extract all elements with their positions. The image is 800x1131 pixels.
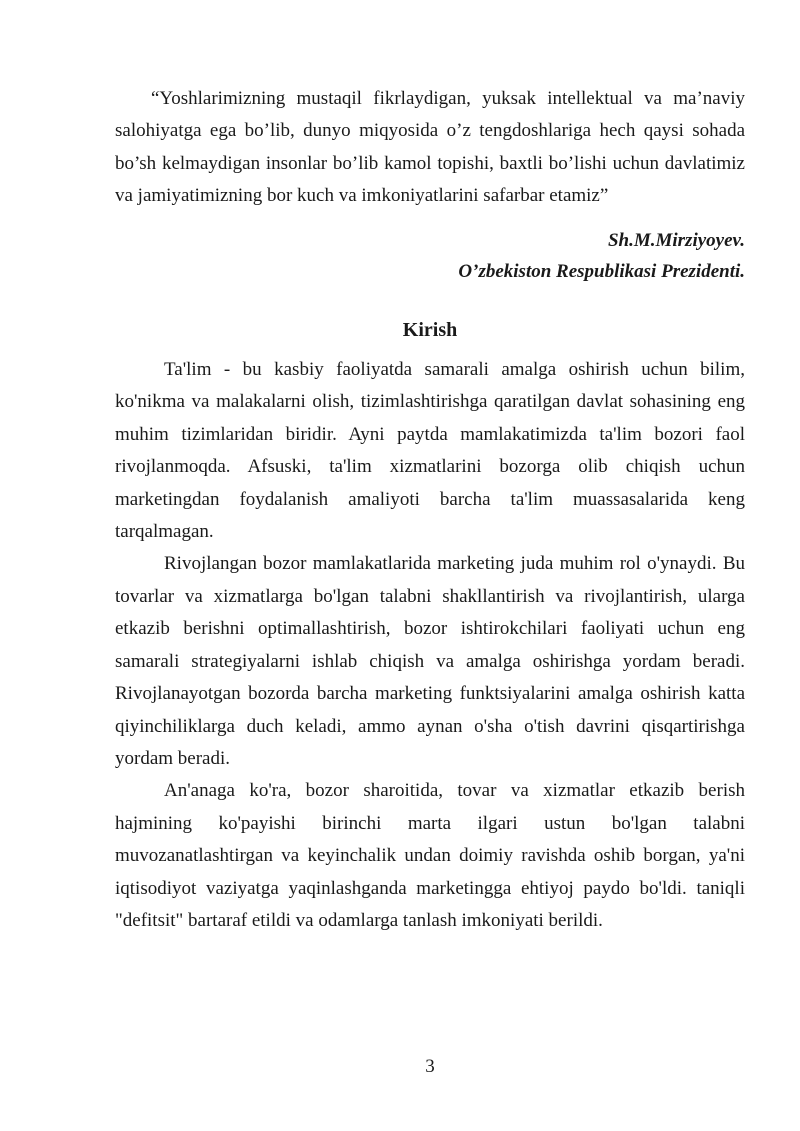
- quote-author: Sh.M.Mirziyoyev.: [607, 229, 745, 251]
- body-paragraph-1: Ta'lim - bu kasbiy faoliyatda samarali amalga oshirish uchun bilim, ko'nikma va malakalarni olish, tizimlashtirishga qaratilgan davlat sohasining eng muhim tizimlaridan biridir. Ayni paytda mamlakatimizda ta'lim bozori faol rivojlanmoqda. Afsuski, ta'lim xizmatlarini bozorga olib chiqish uchun marketingdan foydalanish amaliyoti barcha ta'lim muassasalarida keng tarqalmagan.: [115, 359, 745, 543]
- body-paragraph-2: Rivojlangan bozor mamlakatlarida marketing juda muhim rol o'ynaydi. Bu tovarlar va xizmatlarga bo'lgan talabni shakllantirish va rivojlantirish, ularga etkazib berishni optimallashtirish, bozor ishtirokchilari faoliyati uchun eng samarali strategiyalarni ishlab chiqish va amalga oshirishga yordam beradi. Rivojlanayotgan bozorda barcha marketing funktsiyalarini amalga oshirish katta qiyinchiliklarga duch keladi, ammo aynan o'sha o'tish davrini qisqartirishga yordam beradi.: [115, 553, 745, 769]
- epigraph-quote: “Yoshlarimizning mustaqil fikrlaydigan, yuksak intellektual va ma’naviy salohiyatga ega bo’lib, dunyo miqyosida o’z tengdoshlariga hech qaysi sohada bo’sh kelmaydigan insonlar bo’lib kamol topishi, baxtli bo’lishi uchun davlatimiz va jamiyatimizning bor kuch va imkoniyatlarini safarbar etamiz”: [115, 88, 745, 207]
- quote-attribution: [115, 225, 745, 287]
- body-paragraph-3: An'anaga ko'ra, bozor sharoitida, tovar va xizmatlar etkazib berish hajmining ko'payishi birinchi marta ilgari ustun bo'lgan talabni muvozanatlashtirgan va keyinchalik undan doimiy ravishda oshib borgan, ya'ni iqtisodiyot vaziyatga yaqinlashganda marketingga ehtiyoj paydo bo'ldi. taniqli "defitsit" bartaraf etildi va odamlarga tanlash imkoniyati berildi.: [115, 780, 745, 931]
- section-heading: Kirish: [402, 318, 458, 341]
- quote-author-role: O’zbekiston Respublikasi Prezidenti.: [458, 260, 745, 282]
- page-number: 3: [425, 1056, 435, 1077]
